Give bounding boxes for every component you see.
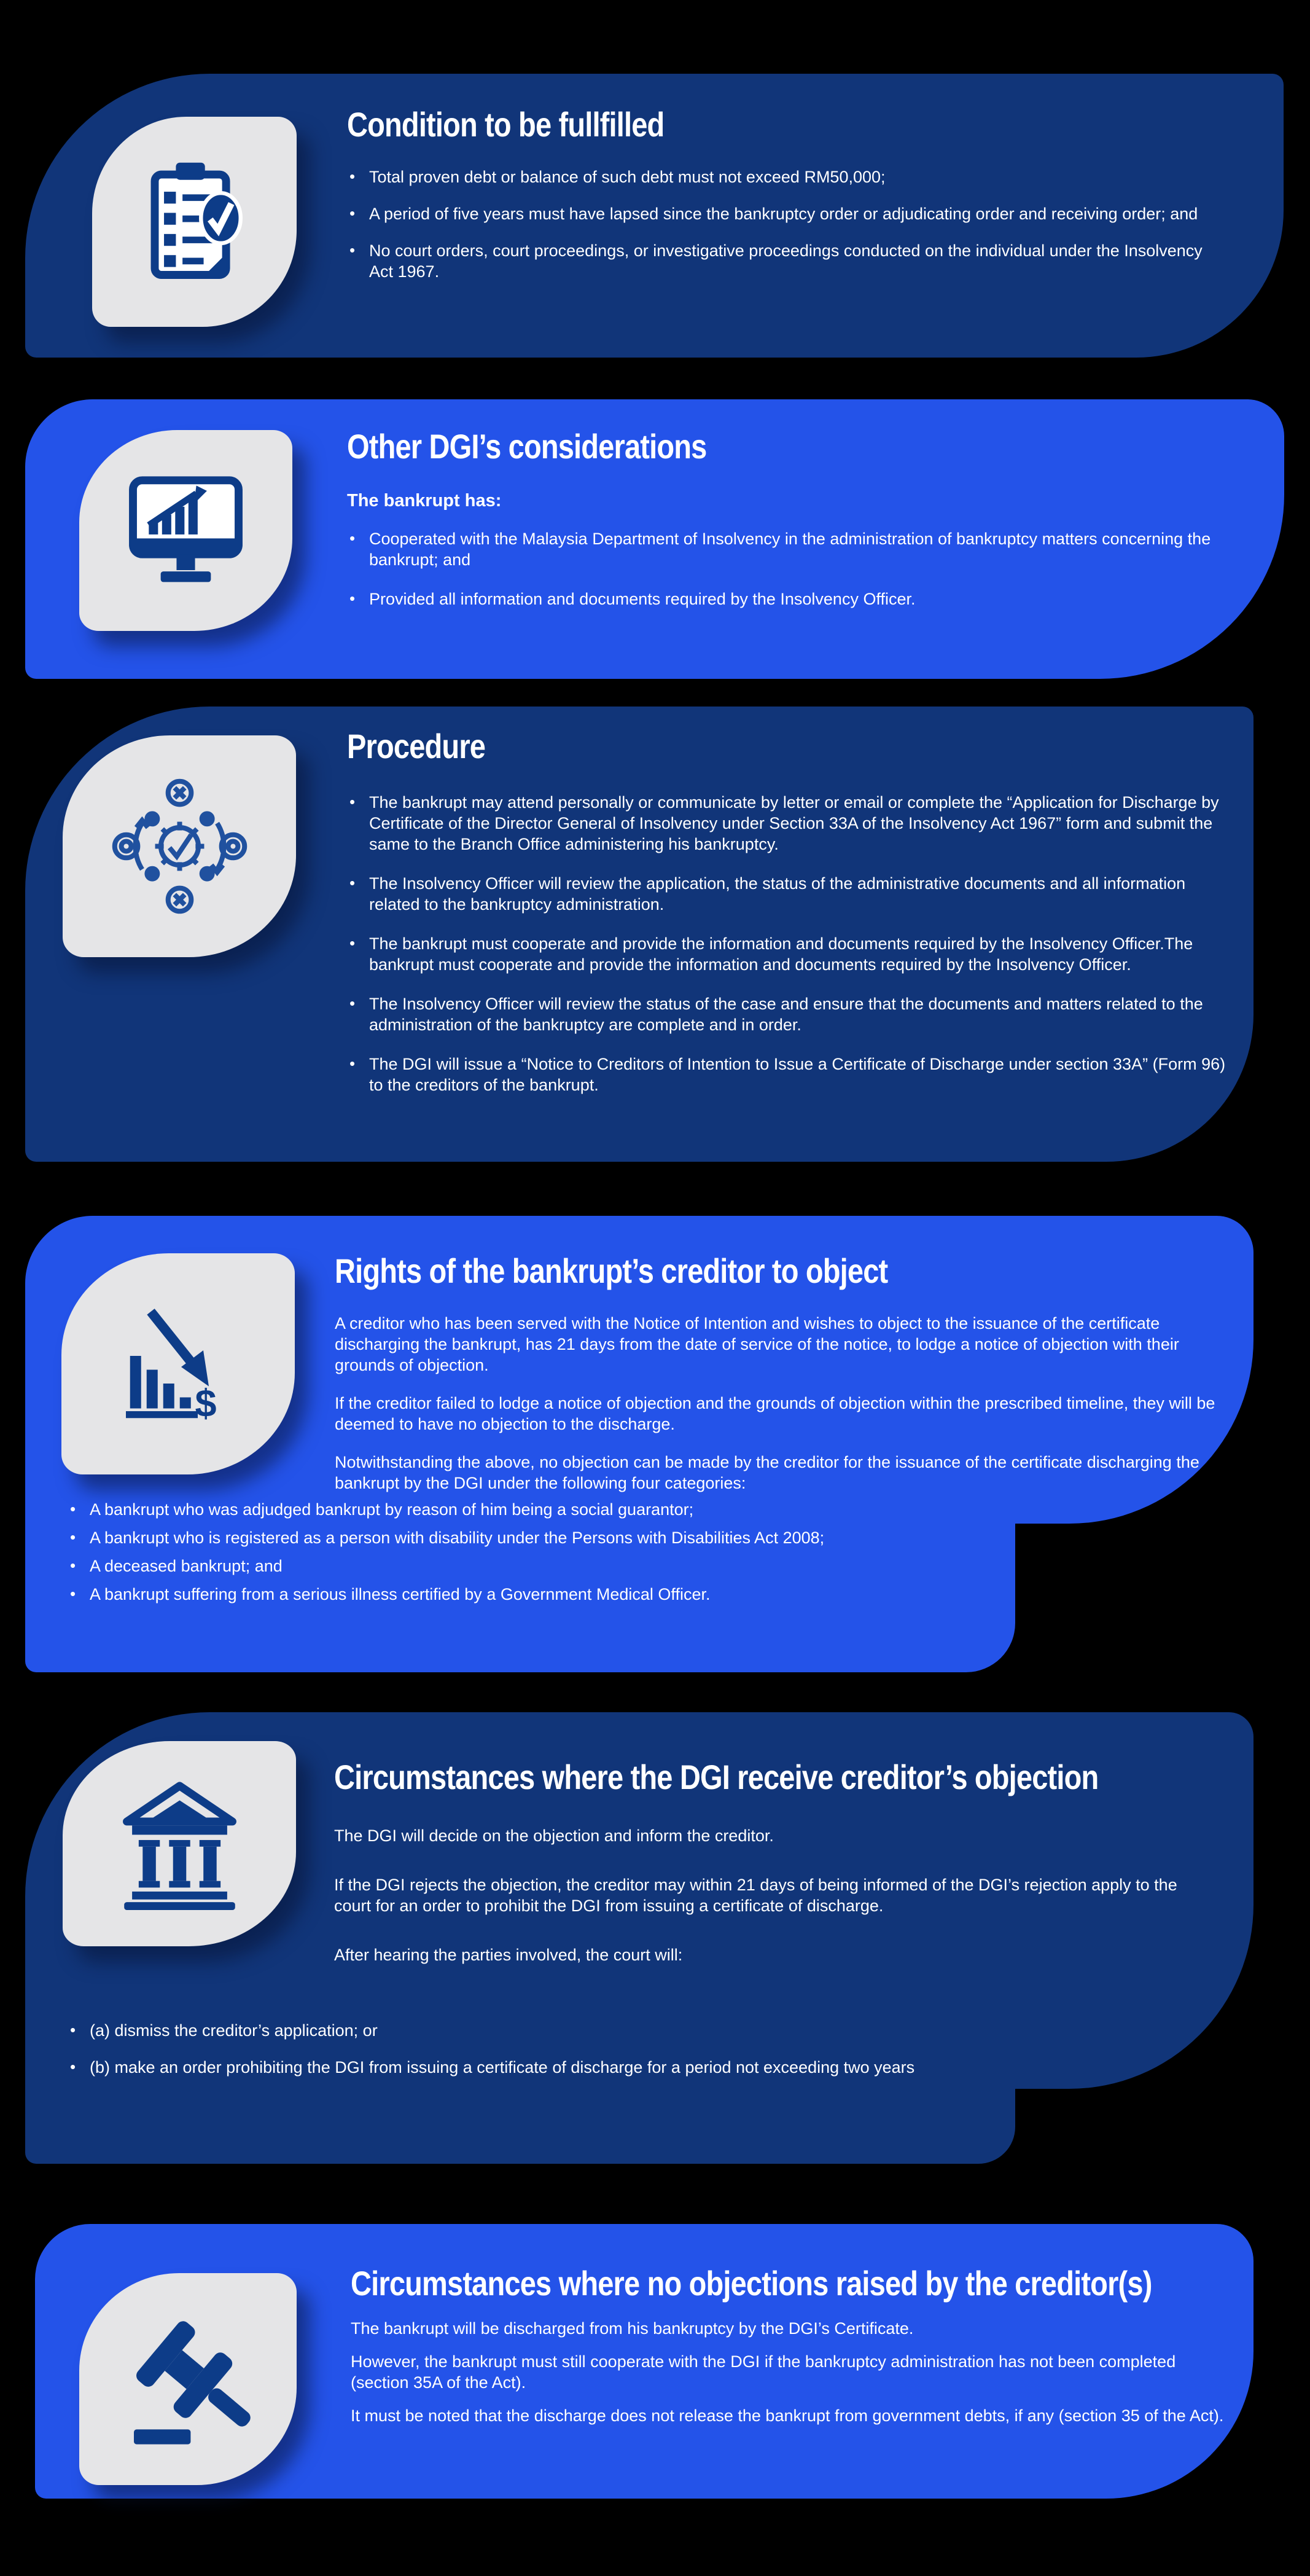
paragraphs	[335, 1313, 1219, 1494]
icon-tile	[61, 1253, 295, 1474]
bullet-item: • The DGI will issue a “Notice to Creditors of Intention to Issue a Certificate of Discharge under section 33A” (Form 96) to the creditors of the bankrupt.	[347, 1054, 1231, 1095]
bullet-item: • The bankrupt may attend personally or communicate by letter or email or complete the “Application for Discharge by Certificate of the Director General of Insolvency under Section 33A of the Insolvency Act 1967” form and submit the same to the Branch Office administering his bankruptcy.	[347, 792, 1231, 855]
procedure-list	[347, 792, 1231, 1095]
icon-tile	[63, 1741, 296, 1946]
process-gear-icon	[107, 774, 252, 918]
bullet-item: • The Insolvency Officer will review the status of the case and ensure that the documents and matters related to the administration of the bankruptcy are complete and in order.	[347, 993, 1231, 1035]
icon-tile	[79, 2273, 297, 2485]
svg-text:$: $	[195, 1382, 217, 1425]
icon-tile	[79, 430, 292, 631]
declining-chart-icon	[109, 1295, 248, 1433]
paragraph: Notwithstanding the above, no objection can be made by the creditor for the issuance of the certificate discharging the bankrupt by the DGI under the following four categories:	[335, 1453, 1199, 1492]
bullet-item: • No court orders, court proceedings, or investigative proceedings conducted on the individual under the Insolvency Act 1967.	[347, 240, 1207, 282]
bullet-item: • A period of five years must have lapsed since the bankruptcy order or adjudicating order and receiving order; and	[347, 203, 1207, 224]
icon-tile	[63, 735, 296, 957]
bullet-item: • The bankrupt must cooperate and provide the information and documents required by the Insolvency Officer.The bankrupt must cooperate and provide the information and documents required by the Insolvency Officer.	[347, 933, 1231, 975]
bullet-item: • A bankrupt suffering from a serious illness certified by a Government Medical Officer.	[68, 1584, 1001, 1605]
gavel-icon	[120, 2312, 255, 2447]
bullet-item: • Total proven debt or balance of such debt must not exceed RM50,000;	[347, 166, 1207, 187]
bullet-item: • A bankrupt who was adjudged bankrupt by reason of him being a social guarantor;	[68, 1499, 1001, 1520]
section-title: Rights of the bankrupt’s creditor to object	[335, 1251, 888, 1290]
icon-tile	[92, 117, 297, 327]
section-title: Other DGI’s considerations	[347, 427, 707, 466]
section-title: Condition to be fullfilled	[347, 105, 665, 144]
section-no-objections-raised	[351, 2263, 1235, 2438]
bullet-item: • (a) dismiss the creditor’s application; or	[68, 2020, 977, 2041]
paragraph: If the DGI rejects the objection, the creditor may within 21 days of being informed of the DGI’s rejection apply to the court for an order to prohibit the DGI from issuing a certificate of discharge.	[334, 1876, 1177, 1915]
courthouse-icon	[114, 1778, 246, 1910]
section-conditions	[347, 104, 1207, 298]
bullet-item: • Cooperated with the Malaysia Department of Insolvency in the administration of bankruptcy matters concerning the bankrupt; and	[347, 528, 1219, 570]
court-outcomes-list	[68, 2020, 977, 2078]
section-rights-to-object	[335, 1251, 1219, 1511]
paragraph: The DGI will decide on the objection and inform the creditor.	[334, 1826, 774, 1845]
monitor-chart-icon	[120, 464, 252, 597]
objection-exempt-categories	[68, 1499, 1001, 1612]
paragraph: The bankrupt will be discharged from his bankruptcy by the DGI’s Certificate.	[351, 2319, 914, 2338]
section-procedure	[347, 726, 1231, 1114]
paragraphs	[334, 1825, 1218, 1965]
bullet-item: • (b) make an order prohibiting the DGI from issuing a certificate of discharge for a period not exceeding two years	[68, 2057, 977, 2078]
paragraphs	[351, 2318, 1235, 2426]
paragraph: However, the bankrupt must still cooperate with the DGI if the bankruptcy administration has not been completed (section 35A of the Act).	[351, 2352, 1176, 2392]
paragraph: If the creditor failed to lodge a notice of objection and the grounds of objection within the prescribed timeline, they will be deemed to have no objection to the discharge.	[335, 1394, 1215, 1433]
considerations-list	[347, 528, 1219, 609]
paragraph: A creditor who has been served with the Notice of Intention and wishes to object to the issuance of the certificate discharging the bankrupt, has 21 days from the date of service of the notice, to lodge a notice of objection with their grounds of objection.	[335, 1314, 1179, 1374]
bullet-item: • A bankrupt who is registered as a person with disability under the Persons with Disabilities Act 2008;	[68, 1527, 1001, 1548]
section-title: Circumstances where no objections raised by the creditor(s)	[351, 2264, 1152, 2303]
bullet-item: • Provided all information and documents required by the Insolvency Officer.	[347, 589, 1219, 609]
section-other-dgi-considerations	[347, 426, 1219, 628]
lead-text: The bankrupt has:	[347, 491, 502, 511]
section-title: Procedure	[347, 727, 486, 765]
section-dgi-receives-objection	[334, 1757, 1218, 1994]
paragraph: It must be noted that the discharge does not release the bankrupt from government debts, if any (section 35 of the Act).	[351, 2406, 1224, 2425]
clipboard-check-icon	[128, 156, 260, 288]
categories-list	[68, 1499, 1001, 1605]
paragraph: After hearing the parties involved, the court will:	[334, 1946, 683, 1964]
bullet-item: • A deceased bankrupt; and	[68, 1556, 1001, 1576]
court-outcomes	[68, 2020, 977, 2094]
conditions-list	[347, 166, 1207, 282]
bullet-item: • The Insolvency Officer will review the application, the status of the administrative documents and all information related to the bankruptcy administration.	[347, 873, 1231, 915]
section-title: Circumstances where the DGI receive creditor’s objection	[334, 1758, 1099, 1796]
